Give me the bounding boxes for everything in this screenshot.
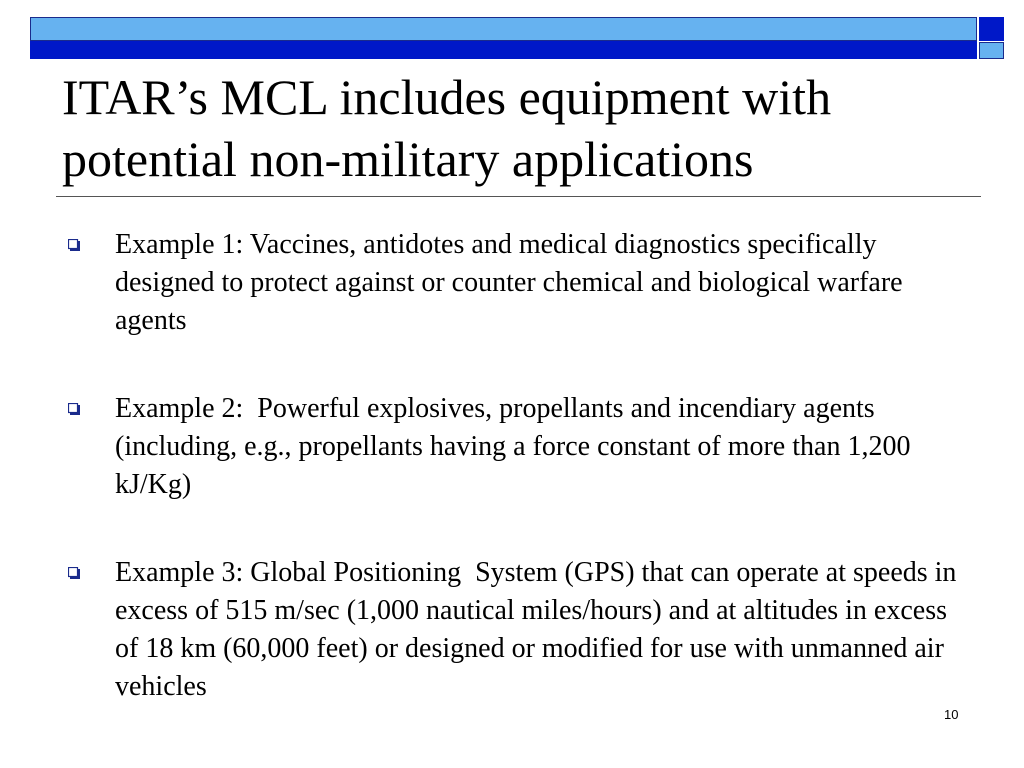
slide-title: ITAR’s MCL includes equipment with potential non-military applications <box>62 69 832 187</box>
header-bar-dark <box>30 41 977 59</box>
bullet-item <box>66 554 966 706</box>
hollow-square-bullet-icon <box>68 239 80 251</box>
bullet-text: Example 2: Powerful explosives, propellants and incendiary agents (including, e.g., propellants having a force constant of more than 1,200 kJ/Kg) <box>115 393 918 500</box>
page-number: 10 <box>944 707 959 722</box>
bullet-list <box>66 226 966 706</box>
bullet-item <box>66 226 966 340</box>
bullet-text: Example 1: Vaccines, antidotes and medical diagnostics specifically designed to protect against or counter chemical and biological warfare agents <box>115 229 910 336</box>
hollow-square-bullet-icon <box>68 403 80 415</box>
header-square-dark <box>979 17 1004 41</box>
bullet-text: Example 3: Global Positioning System (GPS) that can operate at speeds in excess of 515 m/sec (1,000 nautical miles/hours) and at altitudes in excess of 18 km (60,000 feet) or designed or modified for use with unmanned air vehicles <box>115 557 964 702</box>
bullet-item <box>66 390 966 504</box>
header-square-light <box>979 42 1004 59</box>
header-bar-light <box>30 17 977 41</box>
title-divider <box>56 196 981 197</box>
hollow-square-bullet-icon <box>68 567 80 579</box>
